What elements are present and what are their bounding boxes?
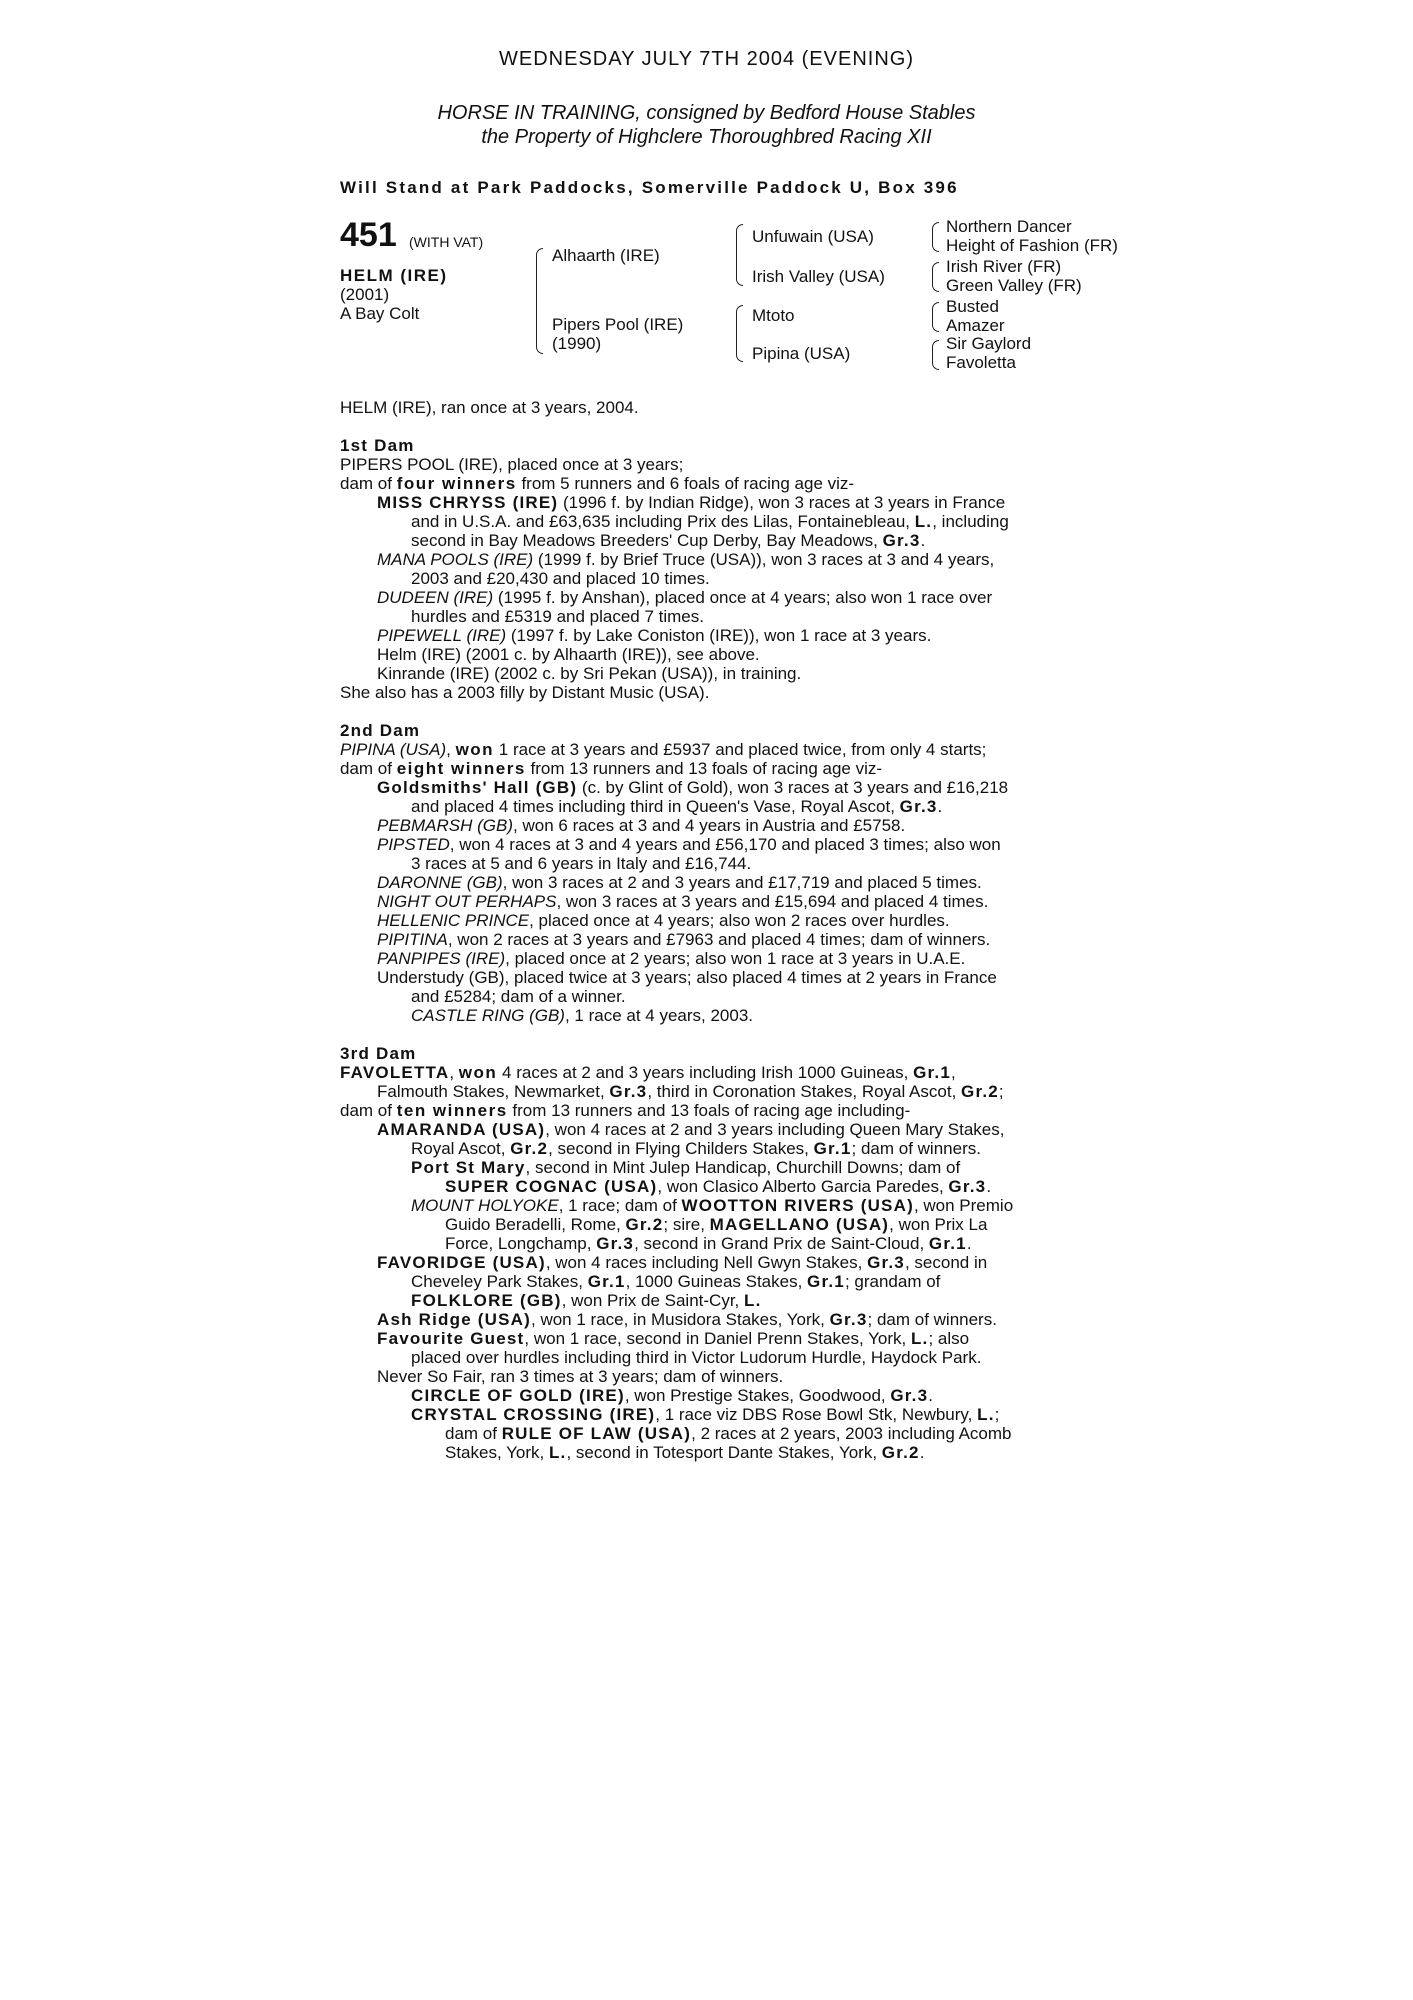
second-dam-heading: 2nd Dam [340,721,421,740]
second-dam-line: 3 races at 5 and 6 years in Italy and £16,744. [411,854,752,873]
first-dam-heading: 1st Dam [340,436,415,455]
second-dam-line: PEBMARSH (GB), won 6 races at 3 and 4 years in Austria and £5758. [377,816,906,835]
third-dam-line: Port St Mary, second in Mint Julep Handicap, Churchill Downs; dam of [411,1158,961,1177]
third-dam-line: Force, Longchamp, Gr.3, second in Grand Prix de Saint-Cloud, Gr.1. [445,1234,972,1253]
first-dam-line: Helm (IRE) (2001 c. by Alhaarth (IRE)), see above. [377,645,760,664]
third-dam-line: AMARANDA (USA), won 4 races at 2 and 3 years including Queen Mary Stakes, [377,1120,1005,1139]
ggp-brace-1 [932,222,939,252]
second-dam-line: Goldsmiths' Hall (GB) (c. by Glint of Gold), won 3 races at 3 years and £16,218 [377,778,1009,797]
first-dam-line: PIPERS POOL (IRE), placed once at 3 years; [340,455,684,474]
pedigree-brace [536,248,543,354]
third-dam-line: Favourite Guest, won 1 race, second in Daniel Prenn Stakes, York, L.; also [377,1329,970,1348]
third-dam-line: FAVOLETTA, won 4 races at 2 and 3 years including Irish 1000 Guineas, Gr.1, [340,1063,956,1082]
second-dam-line: dam of eight winners from 13 runners and 13 foals of racing age viz- [340,759,883,778]
consignment-line-2: the Property of Highclere Thoroughbred Racing XII [481,126,932,148]
consignment-line-1: HORSE IN TRAINING, consigned by Bedford House Stables [437,102,976,124]
third-dam-line: Ash Ridge (USA), won 1 race, in Musidora Stakes, York, Gr.3; dam of winners. [377,1310,997,1329]
first-dam-line: She also has a 2003 filly by Distant Music (USA). [340,683,710,702]
sire: Alhaarth (IRE) [552,246,660,265]
pedigree-notes [340,398,1140,1462]
third-dam-line: placed over hurdles including third in Victor Ludorum Hurdle, Haydock Park. [411,1348,982,1367]
second-dam-line: DARONNE (GB), won 3 races at 2 and 3 years and £17,719 and placed 5 times. [377,873,982,892]
third-dam-line: Stakes, York, L., second in Totesport Dante Stakes, York, Gr.2. [445,1443,925,1462]
first-dam-line: Kinrande (IRE) (2002 c. by Sri Pekan (USA)), in training. [377,664,802,683]
second-dam-line: NIGHT OUT PERHAPS, won 3 races at 3 years and £15,694 and placed 4 times. [377,892,989,911]
first-dam-line: and in U.S.A. and £63,635 including Prix des Lilas, Fontainebleau, L., including [411,512,1009,531]
second-dam-line: PANPIPES (IRE), placed once at 2 years; also won 1 race at 3 years in U.A.E. [377,949,966,968]
third-dam-line: FOLKLORE (GB), won Prix de Saint-Cyr, L. [411,1291,762,1310]
third-dam-line: FAVORIDGE (USA), won 4 races including Nell Gwyn Stakes, Gr.3, second in [377,1253,988,1272]
ggp-3: Irish River (FR) [946,257,1062,276]
first-dam-line: MANA POOLS (IRE) (1999 f. by Brief Truce (USA)), won 3 races at 3 and 4 years, [377,550,995,569]
vat-note: (WITH VAT) [409,234,484,250]
third-dam-line: Falmouth Stakes, Newmarket, Gr.3, third in Coronation Stakes, Royal Ascot, Gr.2; [377,1082,1004,1101]
first-dam-line: DUDEEN (IRE) (1995 f. by Anshan), placed once at 4 years; also won 1 race over [377,588,993,607]
sale-date-heading: WEDNESDAY JULY 7TH 2004 (EVENING) [499,48,914,70]
third-dam-line: dam of ten winners from 13 runners and 13 foals of racing age including- [340,1101,911,1120]
first-dam-line: PIPEWELL (IRE) (1997 f. by Lake Coniston (IRE)), won 1 race at 3 years. [377,626,932,645]
dam-sire: Mtoto [752,306,795,325]
ggp-7: Sir Gaylord [946,334,1032,353]
sire-sire: Unfuwain (USA) [752,227,874,246]
ggp-1: Northern Dancer [946,217,1072,236]
first-dam-line: second in Bay Meadows Breeders' Cup Derby, Bay Meadows, Gr.3. [411,531,926,550]
dam-brace [736,305,743,362]
first-dam-line: 2003 and £20,430 and placed 10 times. [411,569,710,588]
third-dam-line: Guido Beradelli, Rome, Gr.2; sire, MAGELLANO (USA), won Prix La [445,1215,988,1234]
second-dam-line: PIPSTED, won 4 races at 3 and 4 years and £56,170 and placed 3 times; also won [377,835,1001,854]
intro-line: HELM (IRE), ran once at 3 years, 2004. [340,398,639,417]
ggp-4: Green Valley (FR) [946,276,1082,295]
third-dam-line: Cheveley Park Stakes, Gr.1, 1000 Guineas Stakes, Gr.1; grandam of [411,1272,941,1291]
third-dam-line: Never So Fair, ran 3 times at 3 years; dam of winners. [377,1367,784,1386]
stand-location: Will Stand at Park Paddocks, Somerville Paddock U, Box 396 [340,178,959,197]
second-dam-line: PIPINA (USA), won 1 race at 3 years and £5937 and placed twice, from only 4 starts; [340,740,987,759]
horse-name: HELM (IRE) [340,266,448,285]
third-dam-line: SUPER COGNAC (USA), won Clasico Alberto Garcia Paredes, Gr.3. [445,1177,992,1196]
lot-number: 451 [340,216,397,254]
third-dam-line: MOUNT HOLYOKE, 1 race; dam of WOOTTON RIVERS (USA), won Premio [411,1196,1014,1215]
third-dam-heading: 3rd Dam [340,1044,417,1063]
third-dam-line: dam of RULE OF LAW (USA), 2 races at 2 years, 2003 including Acomb [445,1424,1012,1443]
second-dam-line: and £5284; dam of a winner. [411,987,626,1006]
ggp-5: Busted [946,297,999,316]
second-dam-line: CASTLE RING (GB), 1 race at 4 years, 2003. [411,1006,754,1025]
first-dam-line: MISS CHRYSS (IRE) (1996 f. by Indian Ridge), won 3 races at 3 years in France [377,493,1006,512]
ggp-brace-4 [932,340,939,370]
horse-description: A Bay Colt [340,304,420,323]
horse-year: (2001) [340,285,390,304]
third-dam-line: CRYSTAL CROSSING (IRE), 1 race viz DBS Rose Bowl Stk, Newbury, L.; [411,1405,1000,1424]
second-dam-line: PIPITINA, won 2 races at 3 years and £7963 and placed 4 times; dam of winners. [377,930,991,949]
dam-year: (1990) [552,334,602,353]
dam: Pipers Pool (IRE) [552,315,684,334]
ggp-8: Favoletta [946,353,1016,372]
third-dam-line: CIRCLE OF GOLD (IRE), won Prestige Stakes, Goodwood, Gr.3. [411,1386,933,1405]
third-dam-line: Royal Ascot, Gr.2, second in Flying Childers Stakes, Gr.1; dam of winners. [411,1139,981,1158]
ggp-brace-3 [932,302,939,332]
second-dam-line: Understudy (GB), placed twice at 3 years; also placed 4 times at 2 years in France [377,968,997,987]
dam-dam: Pipina (USA) [752,344,851,363]
ggp-6: Amazer [946,316,1005,335]
sire-dam: Irish Valley (USA) [752,267,885,286]
second-dam-line: HELLENIC PRINCE, placed once at 4 years; also won 2 races over hurdles. [377,911,950,930]
ggp-brace-2 [932,262,939,292]
ggp-2: Height of Fashion (FR) [946,236,1118,255]
second-dam-line: and placed 4 times including third in Queen's Vase, Royal Ascot, Gr.3. [411,797,943,816]
first-dam-line: dam of four winners from 5 runners and 6 foals of racing age viz- [340,474,855,493]
sire-brace [736,224,743,286]
first-dam-line: hurdles and £5319 and placed 7 times. [411,607,704,626]
